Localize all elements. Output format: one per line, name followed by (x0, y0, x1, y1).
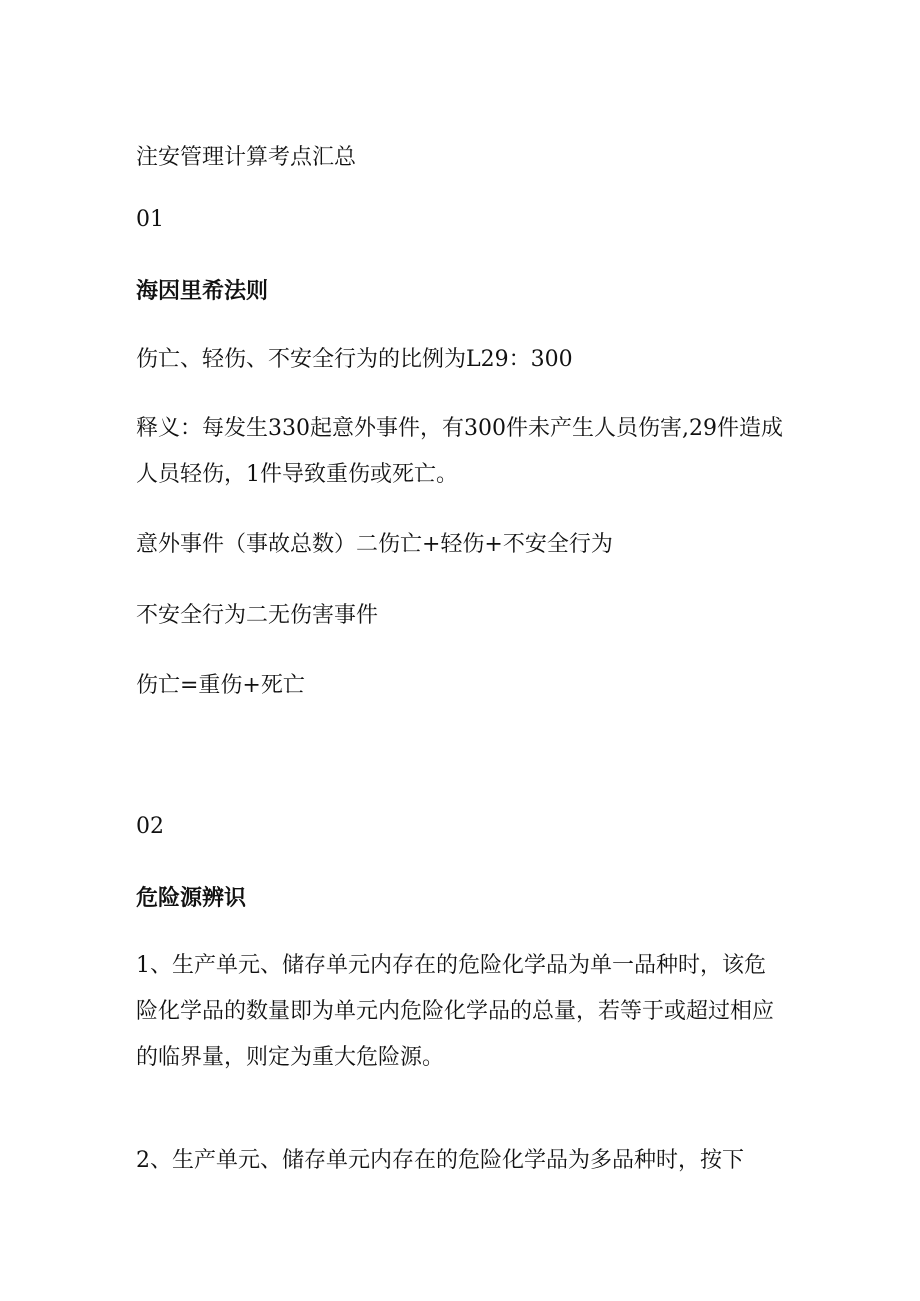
section-heading-heinrich-law: 海因里希法则 (136, 279, 269, 304)
paragraph-total-events: 意外事件（事故总数）二伤亡+轻伤+不安全行为 (136, 532, 613, 557)
paragraph-multiple-chemicals: 2、生产单元、储存单元内存在的危险化学品为多品种时，按下 (136, 1148, 744, 1173)
paragraph-single-chemical: 1、生产单元、储存单元内存在的危险化学品为单一品种时，该危险化学品的数量即为单元内危险化学品的总量，若等于或超过相应的临界量，则定为重大危险源。 (136, 953, 775, 1070)
section-heading-hazard-identification: 危险源辨识 (136, 886, 247, 911)
document-title: 注安管理计算考点汇总 (136, 145, 357, 170)
paragraph-ratio: 伤亡、轻伤、不安全行为的比例为L29：300 (136, 347, 573, 372)
section-number-01: 01 (136, 207, 164, 232)
paragraph-casualties: 伤亡=重伤+死亡 (136, 673, 305, 698)
paragraph-explanation: 释义：每发生330起意外事件，有300件未产生人员伤害,29件造成人员轻伤，1件导致重伤或死亡。 (136, 416, 783, 487)
paragraph-unsafe-acts: 不安全行为二无伤害事件 (136, 603, 379, 628)
section-number-02: 02 (136, 814, 164, 839)
